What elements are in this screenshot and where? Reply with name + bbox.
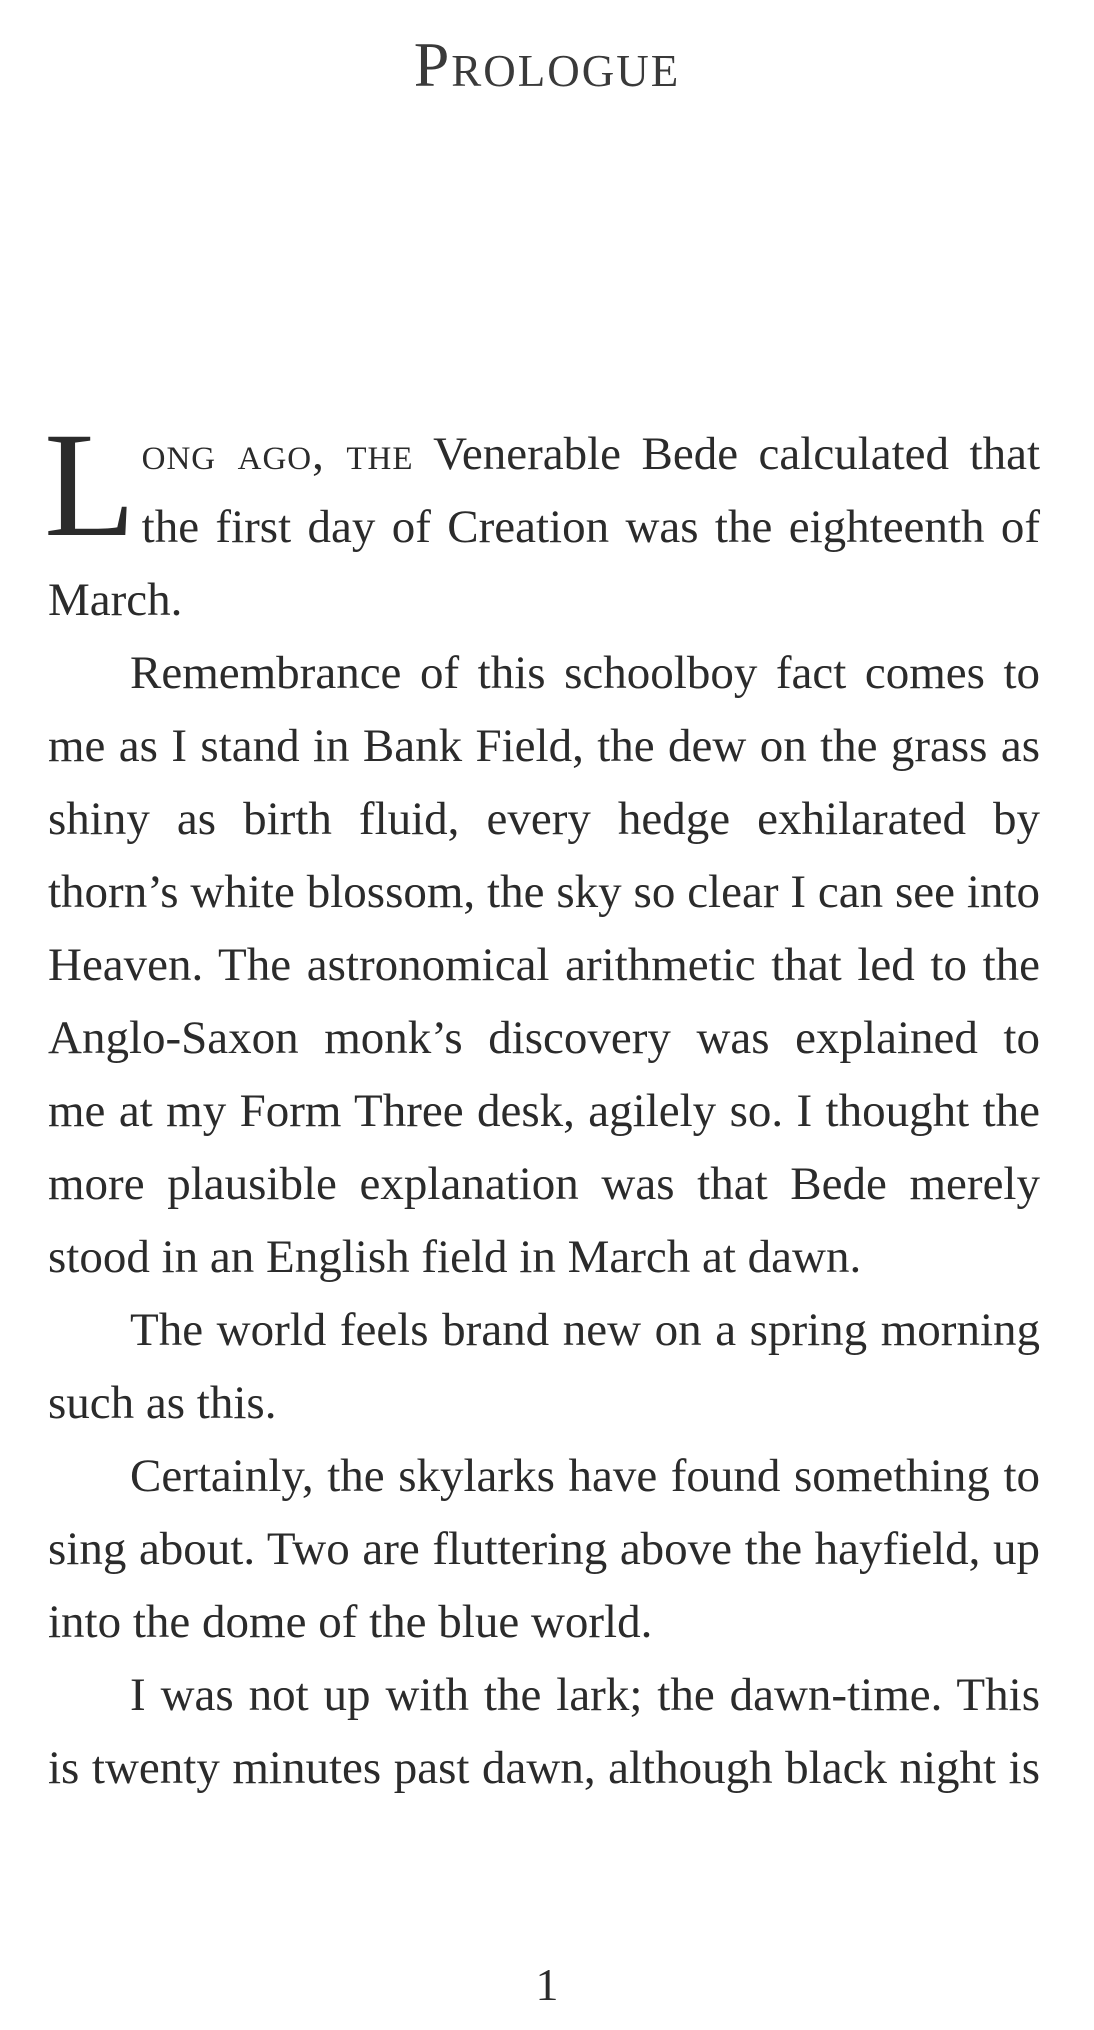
page-number: 1 — [535, 1959, 559, 2010]
paragraph: Certainly, the skylarks have found something to sing about. Two are fluttering above the hayfield, up into the dome of the blue world. — [48, 1450, 1040, 1648]
body-text — [44, 402, 1040, 1805]
paragraph: I was not up with the lark; the dawn-time. This is twenty minutes past dawn, although black night is — [48, 1669, 1040, 1794]
opening-text: Venerable Bede calculated that the first day of Creation was the eighteenth of March. — [48, 428, 1040, 626]
drop-cap: L — [44, 402, 136, 568]
paragraph: Remembrance of this schoolboy fact comes to me as I stand in Bank Field, the dew on the grass as shiny as birth fluid, every hedge exhilarated by thorn’s white blossom, the sky so clear I can see into Heaven. The astronomical arithmetic that led to the Anglo-Saxon monk’s discovery was explained to me at my Form Three desk, agilely so. I thought the more plausible explanation was that Bede merely stood in an English field in March at dawn. — [48, 647, 1040, 1283]
opening-small-caps: ong ago, the — [141, 428, 414, 480]
chapter-title: Prologue — [413, 29, 681, 100]
paragraph: The world feels brand new on a spring morning such as this. — [48, 1304, 1040, 1429]
opening-paragraph — [44, 402, 1040, 637]
